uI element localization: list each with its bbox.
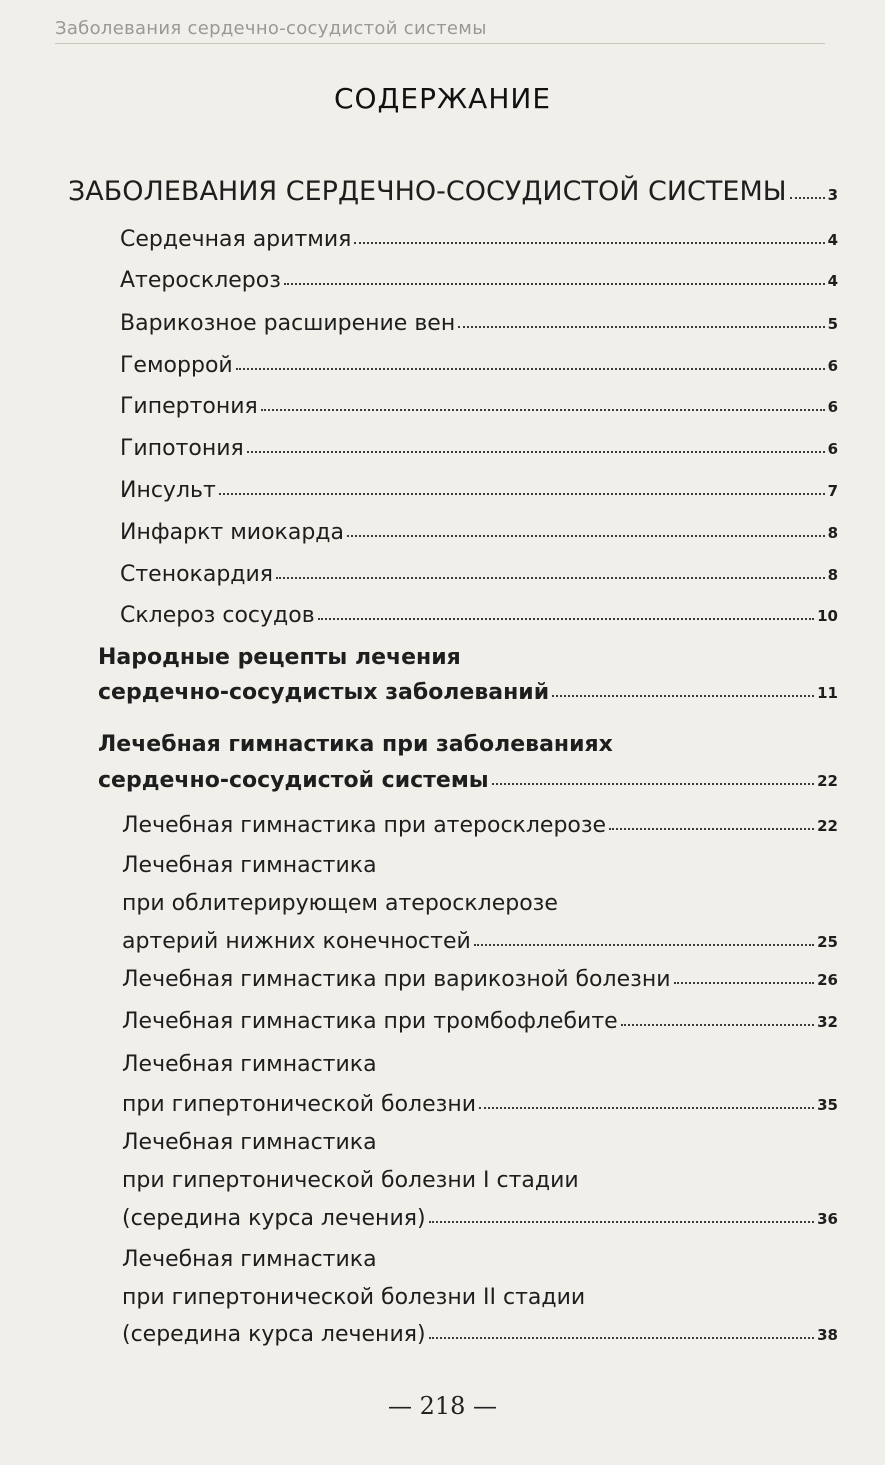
dot-leader — [247, 451, 825, 453]
dot-leader — [261, 409, 825, 411]
dot-leader — [458, 326, 824, 328]
toc-item-label: (середина курса лечения) — [122, 1322, 426, 1347]
toc-item-label: Склероз сосудов — [120, 603, 315, 628]
toc-item-label: Лечебная гимнастика при тромбофлебите — [122, 1009, 618, 1034]
dot-leader — [429, 1221, 815, 1223]
toc-item-label: Атеросклероз — [120, 268, 281, 293]
toc-item[interactable] — [120, 562, 838, 587]
toc-group-label: сердечно-сосудистых заболеваний — [98, 680, 550, 705]
toc-page-number: 6 — [827, 398, 838, 416]
toc-item-line: Лечебная гимнастика — [122, 1247, 377, 1272]
page-title: СОДЕРЖАНИЕ — [333, 82, 552, 115]
dot-leader — [219, 493, 825, 495]
dot-leader — [479, 1107, 814, 1109]
dot-leader — [621, 1024, 814, 1026]
toc-page-number: 35 — [817, 1096, 838, 1114]
toc-item-line: Лечебная гимнастика — [122, 1052, 377, 1077]
dot-leader — [790, 197, 825, 199]
toc-item[interactable] — [120, 311, 838, 336]
toc-item-line: при гипертонической болезни II стадии — [122, 1285, 586, 1310]
toc-page-number: 8 — [827, 524, 838, 542]
dot-leader — [236, 368, 825, 370]
toc-page-number: 11 — [817, 684, 838, 702]
toc-item[interactable] — [120, 268, 838, 293]
toc-item-label: Инсульт — [120, 478, 216, 503]
toc-item[interactable] — [120, 603, 838, 628]
toc-item[interactable] — [122, 813, 838, 838]
dot-leader — [354, 242, 824, 244]
toc-section-title: ЗАБОЛЕВАНИЯ СЕРДЕЧНО-СОСУДИСТОЙ СИСТЕМЫ — [68, 176, 787, 207]
running-header: Заболевания сердечно-сосудистой системы — [55, 18, 825, 44]
toc-section[interactable] — [68, 176, 838, 207]
toc-group-line: Народные рецепты лечения — [98, 645, 461, 670]
toc-item[interactable] — [120, 478, 838, 503]
toc-group[interactable] — [98, 680, 838, 705]
toc-page-number: 38 — [817, 1326, 838, 1344]
toc-item[interactable] — [122, 1009, 838, 1034]
toc-page-number: 7 — [827, 482, 838, 500]
dot-leader — [474, 944, 814, 946]
toc-item-label: Стенокардия — [120, 562, 274, 587]
dot-leader — [284, 283, 825, 285]
toc-group-line: Лечебная гимнастика при заболеваниях — [98, 732, 613, 757]
toc-item-label: Геморрой — [120, 353, 233, 378]
toc-page-number: 6 — [827, 440, 838, 458]
toc-item[interactable] — [120, 436, 838, 461]
toc-item[interactable] — [120, 227, 838, 252]
toc-item[interactable] — [122, 967, 838, 992]
toc-page-number: 26 — [817, 971, 838, 989]
toc-item[interactable] — [120, 394, 838, 419]
toc-item[interactable] — [122, 1092, 838, 1117]
toc-item-label: Лечебная гимнастика при варикозной болезни — [122, 967, 671, 992]
toc-page-number: 10 — [817, 607, 838, 625]
toc-item[interactable] — [122, 929, 838, 954]
toc-group-label: сердечно-сосудистой системы — [98, 768, 489, 793]
toc-item-line: Лечебная гимнастика — [122, 1130, 377, 1155]
dot-leader — [552, 695, 814, 697]
toc-item-label: артерий нижних конечностей — [122, 929, 471, 954]
dot-leader — [347, 535, 825, 537]
toc-page-number: 5 — [827, 315, 838, 333]
toc-page-number: 36 — [817, 1210, 838, 1228]
page-number: — 218 — — [387, 1392, 498, 1420]
toc-item-label: Варикозное расширение вен — [120, 311, 456, 336]
dot-leader — [492, 783, 814, 785]
dot-leader — [318, 618, 814, 620]
toc-page-number: 6 — [827, 357, 838, 375]
toc-item-label: при гипертонической болезни — [122, 1092, 477, 1117]
dot-leader — [674, 982, 815, 984]
toc-item-label: Гипертония — [120, 394, 258, 419]
toc-page-number: 3 — [827, 186, 838, 204]
toc-page-number: 22 — [817, 772, 838, 790]
toc-item-label: (середина курса лечения) — [122, 1206, 426, 1231]
toc-item[interactable] — [122, 1322, 838, 1347]
toc-item-line: Лечебная гимнастика — [122, 853, 377, 878]
toc-item-line: при гипертонической болезни I стадии — [122, 1168, 579, 1193]
toc-item-label: Гипотония — [120, 436, 244, 461]
toc-item-label: Лечебная гимнастика при атеросклерозе — [122, 813, 607, 838]
dot-leader — [276, 577, 825, 579]
toc-item-line: при облитерирующем атеросклерозе — [122, 891, 558, 916]
toc-page-number: 22 — [817, 817, 838, 835]
toc-item-label: Сердечная аритмия — [120, 227, 352, 252]
dot-leader — [609, 828, 814, 830]
toc-page-number: 32 — [817, 1013, 838, 1031]
toc-item[interactable] — [120, 353, 838, 378]
toc-page-number: 25 — [817, 933, 838, 951]
toc-item-label: Инфаркт миокарда — [120, 520, 344, 545]
toc-page-number: 8 — [827, 566, 838, 584]
toc-page-number: 4 — [827, 231, 838, 249]
toc-group[interactable] — [98, 768, 838, 793]
toc-item[interactable] — [122, 1206, 838, 1231]
toc-item[interactable] — [120, 520, 838, 545]
toc-page-number: 4 — [827, 272, 838, 290]
dot-leader — [429, 1337, 815, 1339]
